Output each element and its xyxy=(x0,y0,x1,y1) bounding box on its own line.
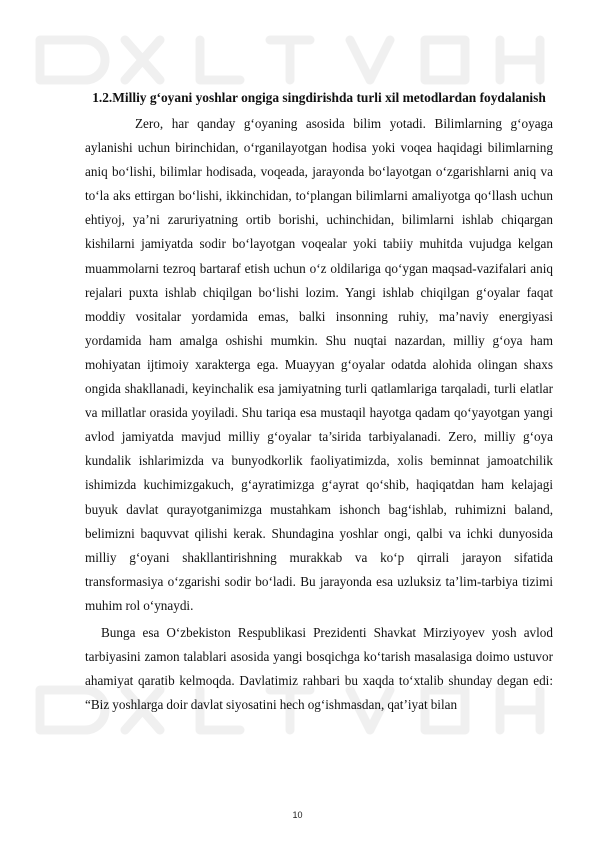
document-page xyxy=(85,86,553,717)
page-number: 10 xyxy=(292,810,303,820)
body-paragraph-1: Zero, har qanday g‘oyaning asosida bilim yotadi. Bilimlarning g‘oyaga aylanishi uchun birinchidan, o‘rganilayotgan hodisa yoki voqea haqidagi bilimlarning aniq bo‘lishi, bilimlar hodisada, voqeada, jarayonda bo‘layotgan o‘zgarishlarni aniq va to‘la aks ettirgan bo‘lishi, ikkinchidan, to‘plangan bilimlarni amaliyotga qo‘llash uchun ehtiyoj, ya’ni zaruriyatning ortib borishi, uchinchidan, bilimlarni ishlab chiqargan kishilarni jamiyatda sodir bo‘layotgan voqealar yoki tabiiy muhitda vujudga kelgan muammolarni tezroq bartaraf etish uchun o‘z oldilariga qo‘ygan maqsad-vazifalari aniq rejalari puxta ishlab chiqilgan bo‘lishi lozim. Yangi ishlab chiqilgan g‘oyalar faqat moddiy vositalar yordamida emas, balki insonning ruhiy, ma’naviy energiyasi yordamida ham amalga oshishi mumkin. Shu nuqtai nazardan, milliy g‘oya ham mohiyatan ijtimoiy xarakterga ega. Muayyan g‘oyalar odatda alohida olingan shaxs ongida shakllanadi, keyinchalik esa jamiyatning turli qatlamlariga tarqaladi, turli elatlar va millatlar orasida yoyiladi. Shu tariqa esa mustaqil hayotga qadam qo‘yayotgan yangi avlod jamiyatda mavjud milliy g‘oyalar ta’sirida tarbiyalanadi. Zero, milliy g‘oya kundalik ishlarimizda va bunyodkorlik faoliyatimizda, xolis beminnat jamoatchilik ishimizda kuchimizgakuch, g‘ayratimizga g‘ayrat qo‘shib, haqiqatdan ham kelajagi buyuk davlat qurayotganimizga mustahkam ishonch bag‘ishlab, ruhimizni baland, belimizni baquvvat qilishi kerak. Shundagina yoshlar ongi, qalbi va ichki dunyosida milliy g‘oyani shakllantirishning murakkab va ko‘p qirrali jarayon sifatida transformasiya o‘zgarishi sodir bo‘ladi. Bu jarayonda esa uzluksiz ta’lim-tarbiya tizimi muhim rol o‘ynaydi. xyxy=(85,116,553,613)
body-paragraph-2: Bunga esa O‘zbekiston Respublikasi Prezidenti Shavkat Mirziyoyev yosh avlod tarbiyasini zamon talablari asosida yangi bosqichga ko‘tarish masalasiga doimo ustuvor ahamiyat qaratib kelmoqda. Davlatimiz rahbari bu xaqda to‘xtalib shunday degan edi: “Biz yoshlarga doir davlat siyosatini hech og‘ishmasdan, qat’iyat bilan xyxy=(85,624,553,713)
section-title: 1.2.Milliy g‘oyani yoshlar ongiga singdirishda turli xil metodlardan foydalanish xyxy=(92,90,546,105)
